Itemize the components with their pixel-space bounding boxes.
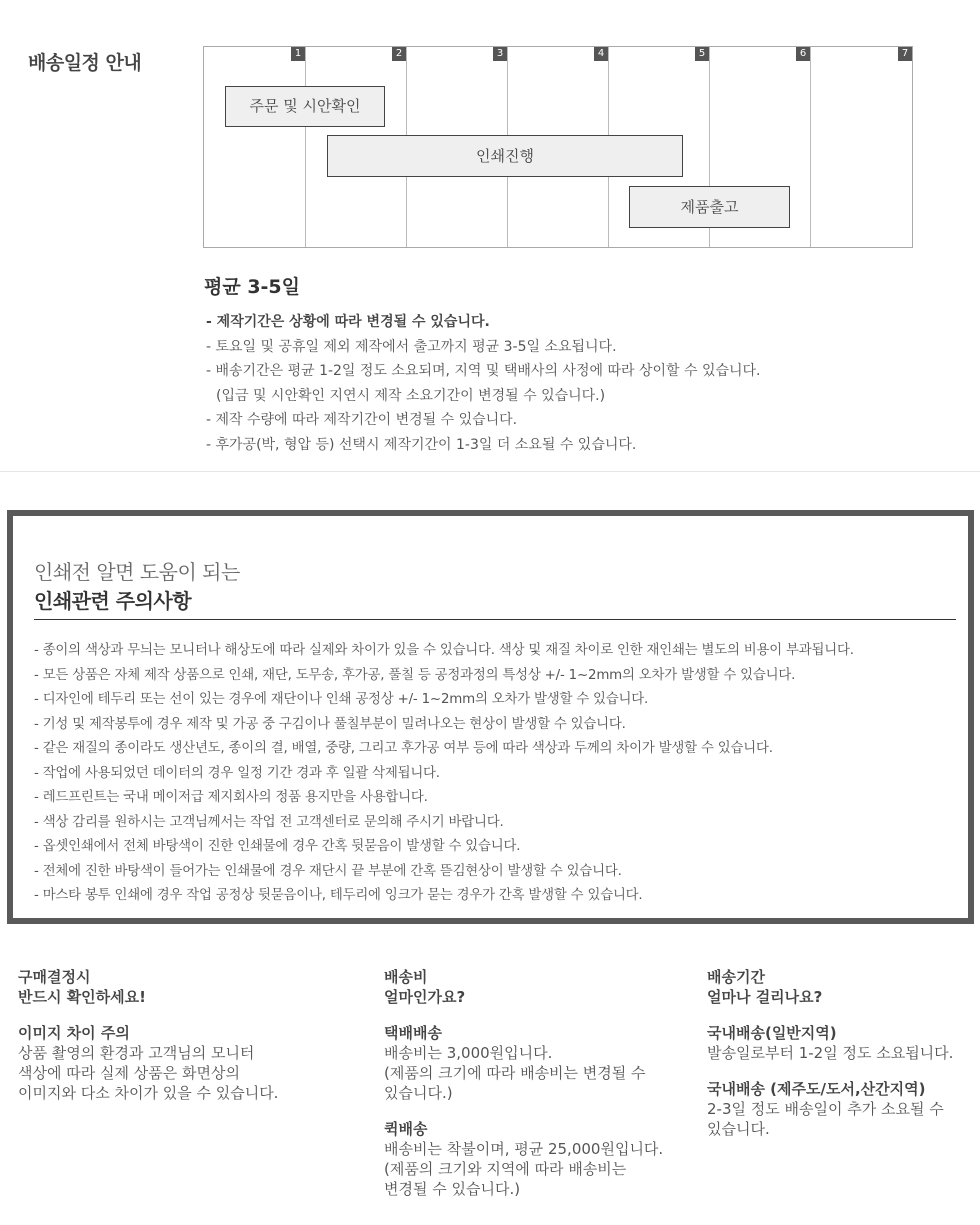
note-item: - 후가공(박, 형압 등) 선택시 제작기간이 1-3일 더 소요될 수 있습니다. — [206, 436, 637, 453]
day-number: 5 — [695, 47, 709, 61]
caution-title: 인쇄관련 주의사항 — [34, 589, 192, 613]
caution-item: - 마스타 봉투 인쇄에 경우 작업 공정상 뒷묻음이나, 테두리에 잉크가 묻는 경우가 간혹 발생할 수 있습니다. — [34, 888, 643, 903]
caution-subtitle: 인쇄전 알면 도움이 되는 — [34, 560, 240, 584]
caution-item: - 레드프린트는 국내 메이저급 제지회사의 정품 용지만을 사용합니다. — [34, 790, 428, 805]
caution-item: - 디자인에 테두리 또는 선이 있는 경우에 재단이나 인쇄 공정상 +/- 1~2mm의 오차가 발생할 수 있습니다. — [34, 692, 649, 707]
column-heading: 반드시 확인하세요! — [18, 988, 146, 1006]
note-item: - 배송기간은 평균 1-2일 정도 소요되며, 지역 및 택배사의 사정에 따라 상이할 수 있습니다. — [206, 363, 761, 379]
column-text: (제품의 크기와 지역에 따라 배송비는 — [384, 1160, 627, 1178]
column-subheading: 이미지 차이 주의 — [18, 1024, 130, 1042]
caution-item: - 기성 및 제작봉투에 경우 제작 및 가공 중 구김이나 풀칠부분이 밀려나오는 현상이 발생할 수 있습니다. — [34, 716, 626, 732]
schedule-bar-order: 주문 및 시안확인 — [225, 86, 385, 127]
schedule-grid — [203, 46, 913, 248]
note-item: - 제작 수량에 따라 제작기간이 변경될 수 있습니다. — [206, 412, 518, 428]
column-heading: 얼마인가요? — [384, 988, 466, 1006]
column-subheading: 국내배송 (제주도/도서,산간지역) — [707, 1080, 926, 1098]
column-text: 변경될 수 있습니다.) — [384, 1180, 521, 1198]
column-text: 있습니다. — [707, 1120, 770, 1138]
column-text: (제품의 크기에 따라 배송비는 변경될 수 — [384, 1064, 646, 1082]
schedule-bar-printing: 인쇄진행 — [327, 135, 683, 177]
caution-item: - 종이의 색상과 무늬는 모니터나 해상도에 따라 실제와 차이가 있을 수 있습니다. 색상 및 재질 차이로 인한 재인쇄는 별도의 비용이 부과됩니다. — [34, 643, 854, 658]
grid-divider — [810, 47, 811, 247]
day-number: 7 — [898, 47, 912, 61]
column-text: 상품 촬영의 환경과 고객님의 모니터 — [18, 1044, 255, 1062]
caution-box — [7, 510, 974, 924]
schedule-title: 배송일정 안내 — [28, 52, 142, 74]
column-heading: 배송기간 — [707, 968, 765, 986]
schedule-notes — [206, 310, 966, 457]
column-text: 이미지와 다소 차이가 있을 수 있습니다. — [18, 1084, 279, 1102]
caution-list — [34, 639, 854, 909]
column-text: 배송비는 3,000원입니다. — [384, 1044, 553, 1062]
schedule-bar-shipping: 제품출고 — [629, 186, 790, 228]
column-subheading: 퀵배송 — [384, 1120, 428, 1138]
day-number: 1 — [291, 47, 305, 61]
shipping-fee-column — [384, 967, 694, 1199]
grid-divider — [305, 47, 306, 247]
caution-divider — [34, 619, 956, 620]
caution-item: - 색상 감리를 원하시는 고객님께서는 작업 전 고객센터로 문의해 주시기 바랍니다. — [34, 814, 504, 830]
caution-item: - 전체에 진한 바탕색이 들어가는 인쇄물에 경우 재단시 끝 부분에 간혹 뜯김현상이 발생할 수 있습니다. — [34, 863, 622, 879]
day-number: 3 — [493, 47, 507, 61]
column-heading: 구매결정시 — [18, 968, 91, 986]
column-text: 있습니다.) — [384, 1084, 453, 1102]
purchase-notice-column — [18, 967, 358, 1103]
note-item: - 토요일 및 공휴일 제외 제작에서 출고까지 평균 3-5일 소요됩니다. — [206, 338, 617, 355]
column-heading: 얼마나 걸리나요? — [707, 988, 823, 1006]
column-text: 색상에 따라 실제 상품은 화면상의 — [18, 1064, 240, 1082]
column-text: 배송비는 착불이며, 평균 25,000원입니다. — [384, 1140, 664, 1158]
column-heading: 배송비 — [384, 968, 428, 986]
day-number: 4 — [594, 47, 608, 61]
column-text: 발송일로부터 1-2일 정도 소요됩니다. — [707, 1044, 954, 1062]
note-item: - 제작기간은 상황에 따라 변경될 수 있습니다. — [206, 314, 490, 330]
column-subheading: 택배배송 — [384, 1024, 442, 1042]
shipping-time-column — [707, 967, 979, 1139]
column-text: 2-3일 정도 배송일이 추가 소요될 수 — [707, 1100, 944, 1118]
caution-item: - 옵셋인쇄에서 전체 바탕색이 진한 인쇄물에 경우 간혹 뒷묻음이 발생할 수 있습니다. — [34, 839, 521, 854]
average-duration: 평균 3-5일 — [204, 276, 301, 298]
caution-item: - 같은 재질의 종이라도 생산년도, 종이의 결, 배열, 중량, 그리고 후가공 여부 등에 따라 색상과 두께의 차이가 발생할 수 있습니다. — [34, 741, 773, 756]
caution-item: - 작업에 사용되었던 데이터의 경우 일정 기간 경과 후 일괄 삭제됩니다. — [34, 765, 440, 781]
note-item: (입금 및 시안확인 지연시 제작 소요기간이 변경될 수 있습니다.) — [216, 387, 606, 404]
column-subheading: 국내배송(일반지역) — [707, 1024, 837, 1042]
section-divider — [0, 471, 980, 472]
day-number: 2 — [392, 47, 406, 61]
caution-item: - 모든 상품은 자체 제작 상품으로 인쇄, 재단, 도무송, 후가공, 풀칠 등 공정과정의 특성상 +/- 1~2mm의 오차가 발생할 수 있습니다. — [34, 667, 796, 683]
day-number: 6 — [796, 47, 810, 61]
